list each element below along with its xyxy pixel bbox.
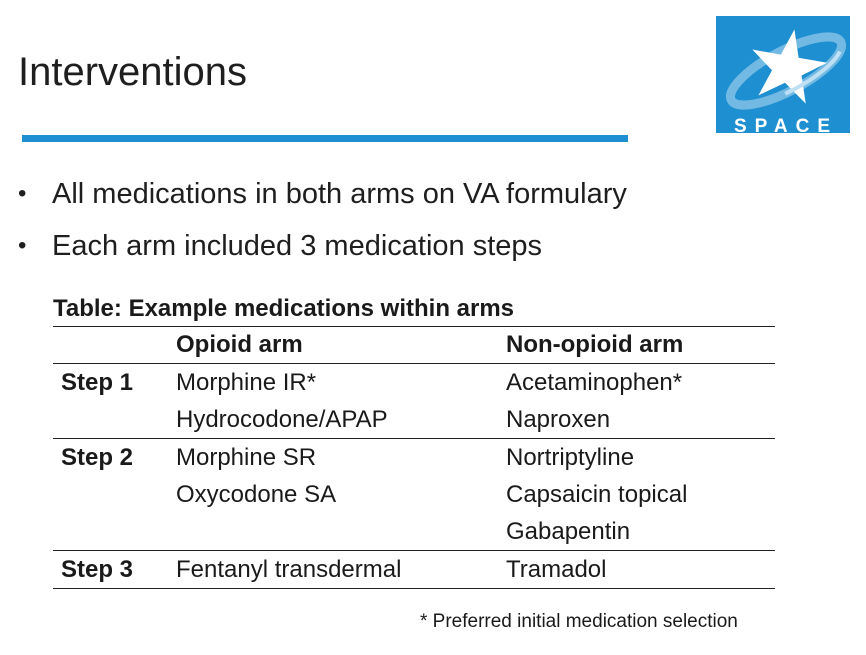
non-opioid-med: Nortriptyline: [506, 444, 635, 471]
header-non-opioid-arm: Non-opioid arm: [506, 331, 684, 358]
bullet-item: [18, 224, 627, 276]
logo-text: SPACE: [733, 116, 839, 133]
opioid-med: Morphine SR: [176, 444, 317, 471]
footnote: * Preferred initial medication selection: [420, 611, 738, 632]
table-row: [53, 551, 775, 589]
bullet-list: [18, 172, 627, 276]
page-title: Interventions: [18, 50, 248, 94]
opioid-med: Hydrocodone/APAP: [176, 406, 388, 433]
opioid-med: Fentanyl transdermal: [176, 556, 402, 583]
opioid-med: Oxycodone SA: [176, 481, 337, 508]
header-opioid-arm: Opioid arm: [176, 331, 303, 358]
non-opioid-med: Naproxen: [506, 406, 611, 433]
table-caption: Table: Example medications within arms: [53, 295, 515, 322]
space-logo: [716, 16, 850, 133]
bullet-dot: •: [18, 180, 27, 207]
step-label: Step 3: [61, 556, 134, 583]
medications-table: [53, 292, 775, 589]
bullet-item: [18, 172, 627, 224]
title-underline: [22, 135, 628, 142]
table-row: [53, 439, 775, 551]
bullet-text: Each arm included 3 medication steps: [52, 230, 543, 262]
step-label: Step 1: [61, 369, 134, 396]
table-header: [53, 326, 775, 364]
non-opioid-med: Acetaminophen*: [506, 369, 683, 396]
opioid-med: Morphine IR*: [176, 369, 317, 396]
step-label: Step 2: [61, 444, 134, 471]
table-row: [53, 364, 775, 439]
non-opioid-med: Capsaicin topical: [506, 481, 688, 508]
bullet-text: All medications in both arms on VA formulary: [52, 178, 627, 210]
non-opioid-med: Gabapentin: [506, 518, 631, 545]
non-opioid-med: Tramadol: [506, 556, 607, 583]
bullet-dot: •: [18, 232, 27, 259]
